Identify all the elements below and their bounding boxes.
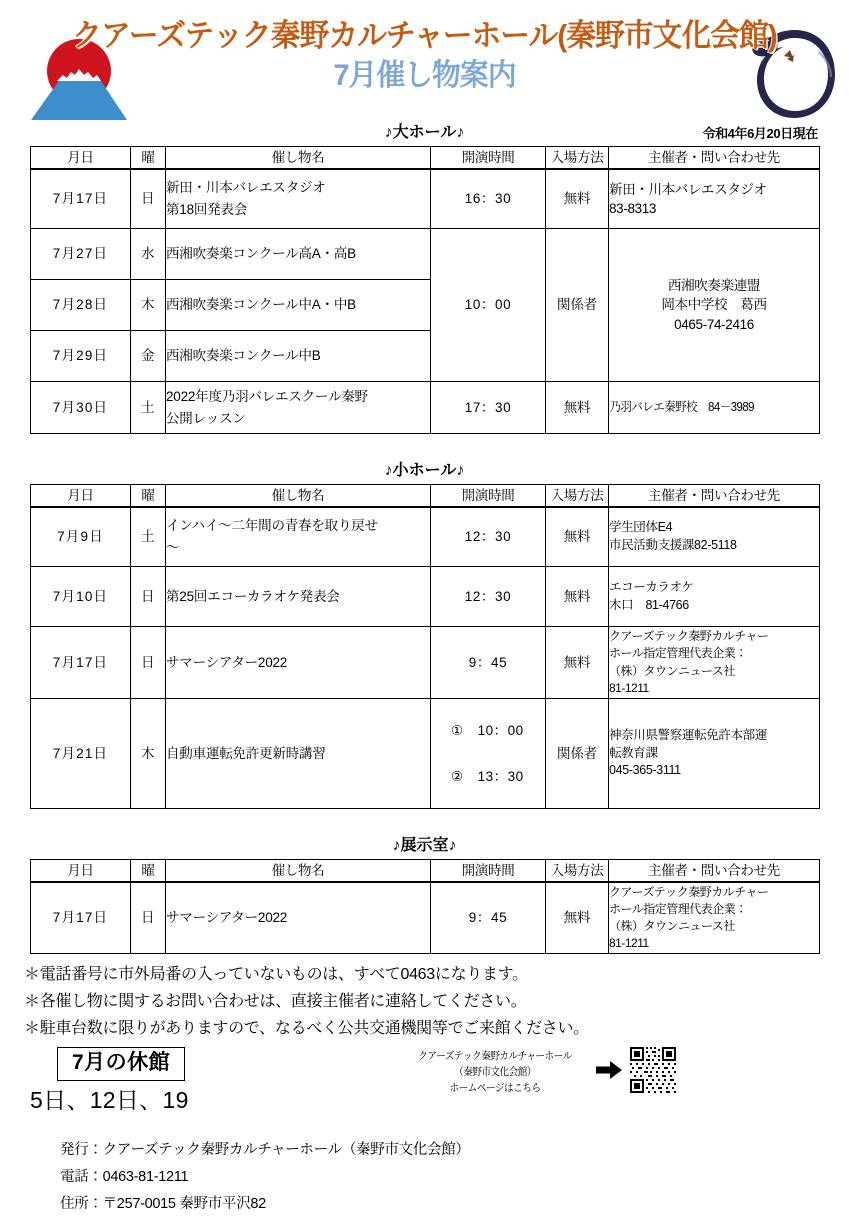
schedule-table-exhibition-room [30, 859, 820, 954]
closing-days-block [0, 1045, 849, 1131]
cell-time: 16：30 [431, 169, 546, 229]
col-header-admit: 入場方法 [546, 147, 609, 169]
cell-organizer: 新田・川本バレエスタジオ 83-8313 [609, 169, 820, 229]
cell-organizer: クアーズテック秦野カルチャー ホール指定管理代表企業： （株）タウンニュース社 81-1211 [609, 882, 820, 954]
cell-organizer: 乃羽バレエ秦野校 84－3989 [609, 382, 803, 434]
as-of-date: 令和4年6月20日現在 [702, 126, 818, 141]
col-header-date: 月日 [31, 485, 131, 507]
cell-date: 7月17日 [31, 169, 131, 229]
section-header-row [0, 460, 849, 484]
cell-admit: 無料 [546, 627, 609, 699]
note-item: ＊駐車台数に限りがありますので、なるべく公共交通機関等でご来館ください。 [24, 1019, 589, 1037]
col-header-time: 開演時間 [431, 147, 546, 169]
cell-dow: 日 [131, 627, 166, 699]
cell-event: 西湘吹奏楽コンクール中A・中B [166, 280, 431, 331]
cell-dow: 金 [131, 331, 166, 382]
col-header-admit: 入場方法 [546, 485, 609, 507]
cell-date: 7月9日 [31, 507, 131, 567]
spacer [0, 809, 849, 835]
table-row [31, 882, 820, 954]
cell-admit: 無料 [546, 169, 609, 229]
publisher-address: 住所：〒257-0015 秦野市平沢82 [60, 1196, 266, 1213]
col-header-date: 月日 [31, 860, 131, 882]
cell-event: 新田・川本バレエスタジオ 第18回発表会 [166, 169, 431, 229]
cell-organizer: エコーカラオケ 木口 81-4766 [609, 567, 820, 627]
page-title-main: クアーズテック秦野カルチャーホール(秦野市文化会館) [72, 18, 777, 53]
spacer [0, 434, 849, 460]
closed-days-heading: 7月の休館 [57, 1047, 185, 1081]
cell-organizer: 西湘吹奏楽連盟 岡本中学校 葛西 0465-74-2416 [609, 229, 820, 382]
cell-date: 7月30日 [31, 382, 131, 434]
cell-dow: 日 [131, 169, 166, 229]
note-item: ＊各催し物に関するお問い合わせは、直接主催者に連絡してください。 [24, 992, 527, 1010]
table-row [31, 169, 820, 229]
cell-dow: 土 [131, 507, 166, 567]
cell-dow: 水 [131, 229, 166, 280]
cell-event: サマーシアター2022 [166, 882, 431, 954]
cell-dow: 日 [131, 882, 166, 954]
cell-organizer: クアーズテック秦野カルチャー ホール指定管理代表企業： （株）タウンニュース社 81-1211 [609, 627, 820, 699]
table-row [31, 229, 820, 280]
section-header-row [0, 122, 849, 146]
table-row [31, 567, 820, 627]
notes-list [24, 962, 824, 1043]
publisher-info [60, 1137, 849, 1218]
cell-event: 2022年度乃羽バレエスクール秦野 公開レッスン [166, 382, 431, 434]
cell-time: 10：00 [431, 229, 546, 382]
page-title-sub: 7月催し物案内 [333, 58, 516, 92]
page-header [0, 0, 849, 122]
cell-organizer: 神奈川県警察運転免許本部運 転教育課 045-365-3111 [609, 699, 820, 809]
cell-dow: 土 [131, 382, 166, 434]
cell-organizer: 学生団体E4 市民活動支援課82-5118 [609, 507, 820, 567]
col-header-dow: 曜 [131, 147, 166, 169]
cell-admit: 無料 [546, 567, 609, 627]
cell-time: 9：45 [431, 882, 546, 954]
col-header-time: 開演時間 [431, 860, 546, 882]
col-header-date: 月日 [31, 147, 131, 169]
section-small-hall [0, 460, 849, 809]
right-arrow-icon [596, 1060, 622, 1085]
cell-dow: 木 [131, 699, 166, 809]
section-title-exhibition-room: ♪展示室♪ [392, 837, 457, 854]
section-large-hall [0, 122, 849, 434]
section-title-small-hall: ♪小ホール♪ [384, 462, 465, 479]
cell-admit: 関係者 [546, 699, 609, 809]
cell-event: 西湘吹奏楽コンクール高A・高B [166, 229, 431, 280]
section-title-large-hall: ♪大ホール♪ [384, 124, 465, 141]
cell-admit: 関係者 [546, 229, 609, 382]
closed-days-value: 5日、12日、19 [30, 1086, 189, 1113]
cell-time-line-1: ① 10：00 [451, 723, 524, 739]
col-header-org: 主催者・問い合わせ先 [609, 485, 820, 507]
title-block [0, 20, 849, 92]
col-header-event: 催し物名 [166, 485, 431, 507]
col-header-admit: 入場方法 [546, 860, 609, 882]
cell-event: 自動車運転免許更新時講習 [166, 699, 431, 809]
table-header-row [31, 485, 820, 507]
schedule-table-small-hall [30, 484, 820, 809]
qr-caption: クアーズテック秦野カルチャーホール （秦野市文化会館） ホームページはこちら [418, 1049, 572, 1095]
table-header-row [31, 147, 820, 169]
cell-admit: 無料 [546, 382, 609, 434]
schedule-table-large-hall [30, 146, 820, 434]
section-header-row [0, 835, 849, 859]
cell-date: 7月10日 [31, 567, 131, 627]
col-header-dow: 曜 [131, 485, 166, 507]
cell-dow: 木 [131, 280, 166, 331]
cell-time: 12：30 [431, 567, 546, 627]
col-header-event: 催し物名 [166, 147, 431, 169]
publisher-name: 発行：クアーズテック秦野カルチャーホール（秦野市文化会館） [60, 1141, 470, 1158]
note-item: ＊電話番号に市外局番の入っていないものは、すべて0463になります。 [24, 966, 528, 983]
cell-admit: 無料 [546, 507, 609, 567]
col-header-time: 開演時間 [431, 485, 546, 507]
cell-event: インハイ～二年間の青春を取り戻せ ～ [166, 507, 431, 567]
table-header-row [31, 860, 820, 882]
qr-code-icon[interactable] [628, 1045, 678, 1100]
section-exhibition-room [0, 835, 849, 954]
cell-event: 西湘吹奏楽コンクール中B [166, 331, 431, 382]
cell-time: 9：45 [431, 627, 546, 699]
table-row [31, 699, 820, 809]
cell-time-line-2: ② 13：30 [451, 768, 524, 784]
table-row [31, 507, 820, 567]
cell-date: 7月17日 [31, 627, 131, 699]
cell-time: 12：30 [431, 507, 546, 567]
col-header-event: 催し物名 [166, 860, 431, 882]
website-qr-block[interactable] [400, 1045, 685, 1100]
publisher-phone: 電話：0463-81-1211 [60, 1168, 189, 1185]
col-header-org: 主催者・問い合わせ先 [609, 147, 820, 169]
cell-time: 17：30 [431, 382, 546, 434]
cell-date: 7月28日 [31, 280, 131, 331]
cell-event: サマーシアター2022 [166, 627, 431, 699]
cell-date: 7月21日 [31, 699, 131, 809]
cell-dow: 日 [131, 567, 166, 627]
cell-admit: 無料 [546, 882, 609, 954]
cell-date: 7月27日 [31, 229, 131, 280]
col-header-org: 主催者・問い合わせ先 [609, 860, 820, 882]
col-header-dow: 曜 [131, 860, 166, 882]
table-row [31, 627, 820, 699]
table-row [31, 382, 820, 434]
cell-date: 7月29日 [31, 331, 131, 382]
cell-date: 7月17日 [31, 882, 131, 954]
cell-event: 第25回エコーカラオケ発表会 [166, 567, 431, 627]
cell-time [431, 699, 546, 809]
